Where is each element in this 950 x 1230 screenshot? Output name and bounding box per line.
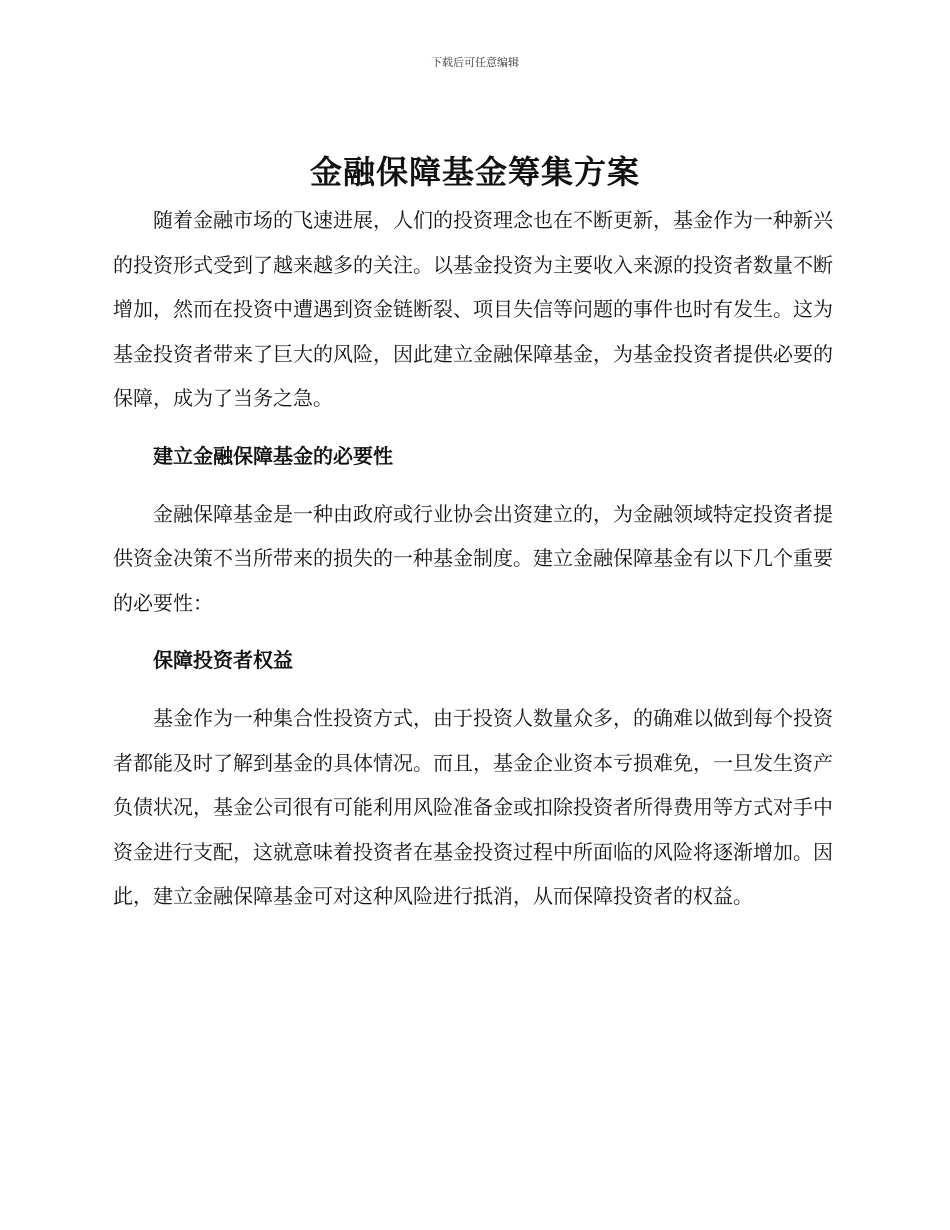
section-heading-necessity: 建立金融保障基金的必要性 [153,443,393,468]
header-note: 下载后可任意编辑 [431,56,519,69]
intro-paragraph: 随着金融市场的飞速进展，人们的投资理念也在不断更新，基金作为一种新兴的投资形式受到了越来越多的关注。以基金投资为主要收入来源的投资者数量不断增加，然而在投资中遭遇到资金链断裂、项目失信等问题的事件也时有发生。这为基金投资者带来了巨大的风险，因此建立金融保障基金，为基金投资者提供必要的保障，成为了当务之急。 [113,208,833,411]
protect-investors-paragraph: 基金作为一种集合性投资方式，由于投资人数量众多，的确难以做到每个投资者都能及时了解到基金的具体情况。而且，基金企业资本亏损难免，一旦发生资产负债状况，基金公司很有可能利用风险准备金或扣除投资者所得费用等方式对手中资金进行支配，这就意味着投资者在基金投资过程中所面临的风险将逐渐增加。因此，建立金融保障基金可对这种风险进行抵消，从而保障投资者的权益。 [113,705,833,909]
document-body [113,198,833,919]
document-title: 金融保障基金筹集方案 [309,153,640,191]
necessity-paragraph: 金融保障基金是一种由政府或行业协会出资建立的，为金融领域特定投资者提供资金决策不当所带来的损失的一种基金制度。建立金融保障基金有以下几个重要的必要性： [113,501,833,615]
section-heading-protect-investors: 保障投资者权益 [153,648,293,673]
